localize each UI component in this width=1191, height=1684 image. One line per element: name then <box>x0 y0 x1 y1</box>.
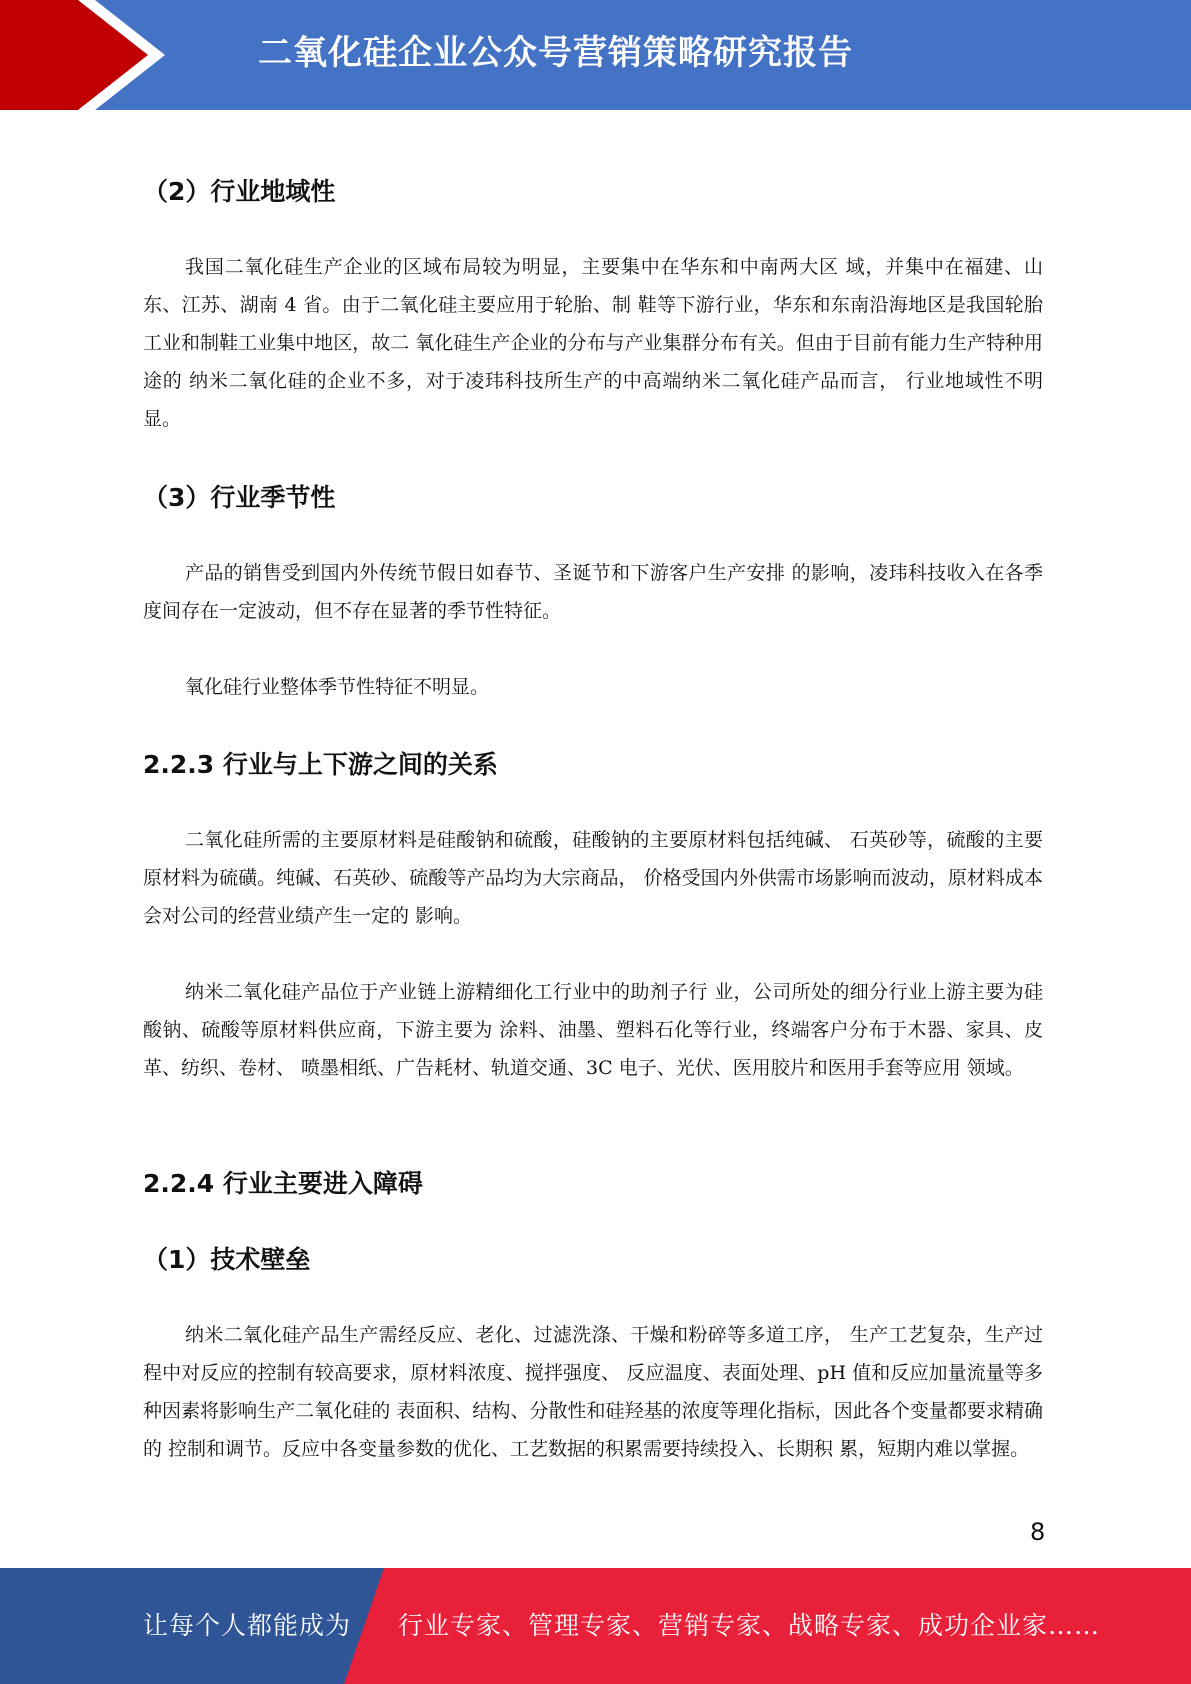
footer-slogan-left: 让每个人都能成为 <box>143 1611 352 1640</box>
paragraph-tech-barrier: 纳米二氧化硅产品生产需经反应、老化、过滤洗涤、干燥和粉碎等多道工序， 生产工艺复杂，生产过程中对反应的控制有较高要求，原材料浓度、搅拌强度、 反应温度、表面处理、pH 值和反应加量流量等多种因素将影响生产二氧化硅的 表面积、结构、分散性和硅羟基的浓度等理化指标，因此各个变量都要求精确的 控制和调节。反应中各变量参数的优化、工艺数据的积累需要持续投入、长期积 累，短期内难以掌握。 <box>143 1324 1043 1460</box>
section-heading-tech-barrier: （1）技术壁垒 <box>143 1245 311 1274</box>
header-band <box>0 0 1191 110</box>
paragraph-seasonal-2: 氧化硅行业整体季节性特征不明显。 <box>185 676 490 698</box>
paragraph-seasonal-1: 产品的销售受到国内外传统节假日如春节、圣诞节和下游客户生产安排 的影响，凌玮科技收入在各季度间存在一定波动，但不存在显著的季节性特征。 <box>143 562 1043 622</box>
section-heading-regional: （2）行业地域性 <box>143 177 336 206</box>
page-number: 8 <box>1030 1518 1046 1546</box>
footer-slogan-right: 行业专家、管理专家、营销专家、战略专家、成功企业家…… <box>398 1611 1101 1640</box>
section-heading-upstream-downstream: 2.2.3 行业与上下游之间的关系 <box>143 750 498 779</box>
paragraph-upstream-2: 纳米二氧化硅产品位于产业链上游精细化工行业中的助剂子行 业，公司所处的细分行业上游主要为硅酸钠、硫酸等原材料供应商，下游主要为 涂料、油墨、塑料石化等行业，终端客户分布于木器、家具、皮革、纺织、卷材、 喷墨相纸、广告耗材、轨道交通、3C 电子、光伏、医用胶片和医用手套等应用 领域。 <box>143 981 1043 1079</box>
section-heading-entry-barriers: 2.2.4 行业主要进入障碍 <box>143 1169 423 1198</box>
footer-band <box>0 1568 1191 1684</box>
paragraph-regional: 我国二氧化硅生产企业的区域布局较为明显，主要集中在华东和中南两大区 域，并集中在福建、山东、江苏、湖南 4 省。由于二氧化硅主要应用于轮胎、制 鞋等下游行业，华东和东南沿海地区是我国轮胎工业和制鞋工业集中地区，故二 氧化硅生产企业的分布与产业集群分布有关。但由于目前有能力生产特种用途的 纳米二氧化硅的企业不多，对于凌玮科技所生产的中高端纳米二氧化硅产品而言， 行业地域性不明显。 <box>143 256 1043 430</box>
page-title: 二氧化硅企业公众号营销策略研究报告 <box>258 33 853 73</box>
paragraph-upstream-1: 二氧化硅所需的主要原材料是硅酸钠和硫酸，硅酸钠的主要原材料包括纯碱、 石英砂等，硫酸的主要原材料为硫磺。纯碱、石英砂、硫酸等产品均为大宗商品， 价格受国内外供需市场影响而波动，原材料成本会对公司的经营业绩产生一定的 影响。 <box>143 829 1043 927</box>
section-heading-seasonal: （3）行业季节性 <box>143 483 336 512</box>
